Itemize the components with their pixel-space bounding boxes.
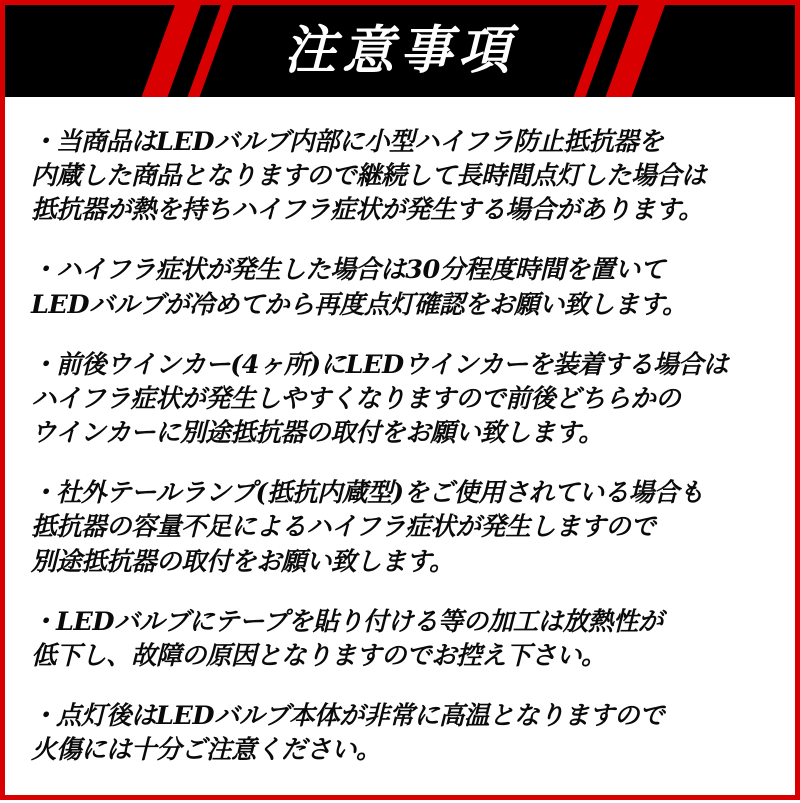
note-line: ・ハイフラ症状が発生した場合は30分程度時間を置いて: [31, 255, 665, 286]
list-item: [31, 253, 769, 321]
note-line: 低下し、故障の原因となりますのでお控え下さい。: [31, 640, 607, 671]
list-item: [31, 348, 769, 450]
note-line: ・前後ウインカー(4ヶ所)にLEDウインカーを装着する場合は: [31, 349, 728, 380]
note-line: ・当商品はLEDバルブ内部に小型ハイフラ防止抵抗器を: [31, 127, 664, 157]
note-line: 抵抗器の容量不足によるハイフラ症状が発生しますので: [31, 512, 656, 543]
list-item: [31, 125, 769, 227]
notice-list: [5, 97, 795, 803]
note-line: ウインカーに別途抵抗器の取付をお願い致します。: [31, 418, 604, 449]
note-line: LEDバルブが冷めてから再度点灯確認をお願い致します。: [31, 289, 687, 320]
list-item: [31, 476, 769, 578]
list-item: [31, 605, 769, 673]
note-line: 内蔵した商品となりますので継続して長時間点灯した場合は: [31, 161, 707, 192]
note-line: 別途抵抗器の取付をお願い致します。: [31, 546, 454, 577]
list-item: [31, 699, 769, 767]
note-line: 抵抗器が熱を持ちハイフラ症状が発生する場合があります。: [31, 195, 704, 226]
note-line: ・点灯後はLEDバルブ本体が非常に高温となりますので: [31, 701, 664, 732]
header-banner: [5, 5, 795, 97]
page-title: 注意事項: [283, 20, 516, 81]
note-line: ・社外テールランプ(抵抗内蔵型)をご使用されている場合も: [31, 478, 704, 509]
note-line: ・LEDバルブにテープを貼り付ける等の加工は放熱性が: [31, 606, 663, 637]
note-line: 火傷には十分ご注意ください。: [31, 735, 382, 766]
note-line: ハイフラ症状が発生しやすくなりますので前後どちらかの: [31, 383, 681, 414]
